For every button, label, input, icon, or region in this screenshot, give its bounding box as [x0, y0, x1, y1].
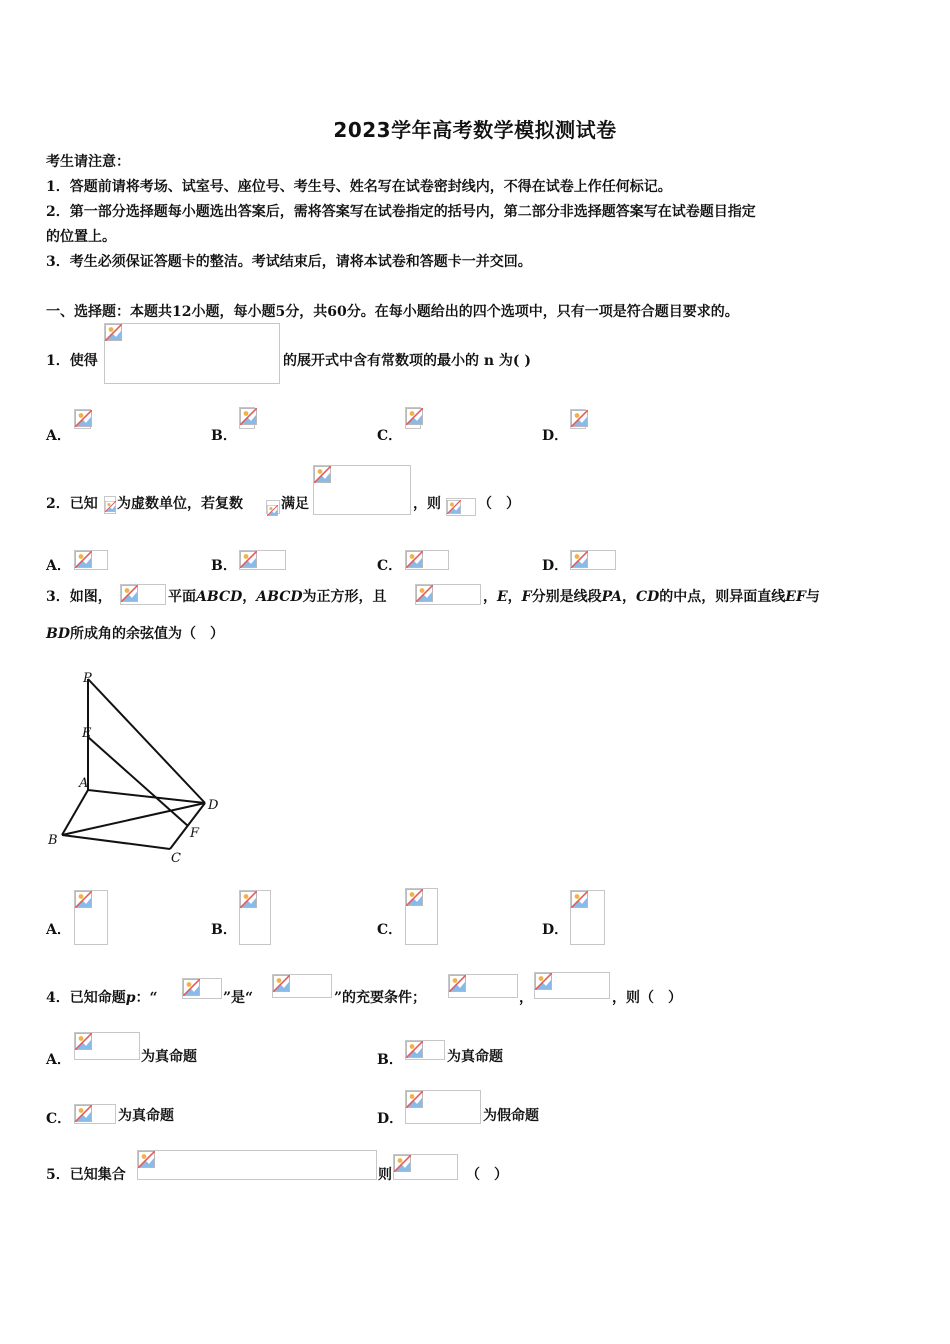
q2-condition-image — [313, 465, 411, 515]
broken-image-icon — [240, 408, 257, 425]
q4-p: p — [125, 990, 136, 1006]
label-e: E — [82, 726, 92, 741]
broken-image-icon — [273, 975, 290, 992]
broken-image-icon — [416, 585, 433, 602]
notice-item-2-cont: 的位置上。 — [46, 229, 116, 245]
q3-e: E — [497, 589, 508, 605]
q5-text-3: （ ） — [466, 1167, 508, 1183]
broken-image-icon — [394, 1155, 411, 1172]
q3-cd: CD — [636, 589, 660, 605]
broken-image-icon — [267, 501, 278, 512]
broken-image-icon — [406, 889, 423, 906]
q2-option-c-label: C． — [377, 558, 403, 574]
q4-text-6: ，则（ ） — [612, 990, 682, 1006]
q3-comma-2: ， — [507, 589, 522, 605]
q1-option-a-label: A． — [46, 428, 71, 444]
q4-option-b-text: 为真命题 — [447, 1049, 503, 1065]
q4-option-a-image — [74, 1032, 140, 1060]
q3-pa-perp-image — [120, 584, 166, 605]
q4-cond-2-image — [272, 974, 332, 998]
q3-text-8: 所成角的余弦值为（ ） — [69, 626, 224, 642]
q2-var-z-image — [266, 500, 280, 514]
q3-text-line-3 — [46, 624, 224, 644]
q1-option-d-label: D． — [542, 428, 569, 444]
section-heading: 一、选择题：本题共12小题，每小题5分，共60分。在每小题给出的四个选项中，只有一项是符合题目要求的。 — [46, 304, 739, 320]
q3-ef: EF — [785, 589, 806, 605]
q3-f: F — [521, 589, 532, 605]
q3-option-b-image — [239, 890, 271, 945]
broken-image-icon — [314, 466, 331, 483]
q3-text-7: 与 — [805, 589, 820, 605]
q3-text-line-2 — [483, 587, 820, 607]
q2-option-b-image — [239, 550, 286, 570]
broken-image-icon — [121, 585, 138, 602]
edge-ad — [88, 790, 205, 803]
q4-text-1: 4．已知命题 — [46, 990, 126, 1006]
broken-image-icon — [105, 497, 116, 508]
q2-text-1: 2．已知 — [46, 496, 98, 512]
q1-prefix: 1．使得 — [46, 353, 98, 369]
notice-item-1: 1．答题前请将考场、试室号、座位号、考生号、姓名写在试卷密封线内，不得在试卷上作任何标记。 — [46, 179, 672, 195]
broken-image-icon — [75, 1105, 92, 1122]
q3-comma: ， — [242, 589, 257, 605]
label-f: F — [190, 826, 200, 841]
broken-image-icon — [183, 979, 200, 996]
q3-text-6: 的中点，则异面直线 — [659, 589, 786, 605]
q3-comma-3: ， — [622, 589, 636, 605]
q2-option-c-image — [405, 550, 449, 570]
q4-option-d-text: 为假命题 — [483, 1108, 539, 1124]
broken-image-icon — [571, 551, 588, 568]
notice-item-3: 3．考生必须保证答题卡的整洁。考试结束后，请将本试卷和答题卡一并交回。 — [46, 254, 532, 270]
q4-prop-r-image — [534, 972, 610, 999]
broken-image-icon — [75, 410, 92, 427]
broken-image-icon — [105, 324, 122, 341]
q3-text-4: ， — [483, 589, 497, 605]
q1-option-b-label: B． — [211, 428, 237, 444]
q1-suffix: 的展开式中含有常数项的最小的 n 为( ) — [283, 353, 532, 369]
broken-image-icon — [75, 1033, 92, 1050]
q4-text-4: ”的充要条件； — [334, 990, 427, 1006]
label-a: A — [79, 776, 89, 791]
q1-option-b-image — [239, 407, 255, 429]
broken-image-icon — [571, 410, 588, 427]
q4-option-a-text: 为真命题 — [141, 1049, 197, 1065]
q4-option-d-label: D． — [377, 1111, 404, 1127]
broken-image-icon — [240, 891, 257, 908]
q1-option-c-image — [405, 407, 421, 429]
q1-option-a-image — [74, 409, 91, 429]
pyramid-figure — [40, 665, 240, 880]
q2-option-d-image — [570, 550, 616, 570]
q2-var-i-image — [104, 496, 116, 514]
q3-option-c-label: C． — [377, 922, 403, 938]
q2-text-4: ，则 — [413, 496, 441, 512]
q3-bd: BD — [46, 626, 70, 642]
q3-option-c-image — [405, 888, 438, 945]
q5-text-2: 则 — [378, 1167, 392, 1183]
broken-image-icon — [138, 1151, 155, 1168]
notice-heading: 考生请注意： — [46, 154, 130, 170]
label-p: P — [83, 671, 92, 686]
edge-ef — [88, 737, 188, 826]
q1-option-c-label: C． — [377, 428, 403, 444]
q3-text-line — [168, 587, 387, 607]
q4-cond-1-image — [182, 978, 222, 999]
q4-prop-q-image — [448, 974, 518, 998]
q3-length-image — [415, 584, 481, 605]
broken-image-icon — [535, 973, 552, 990]
q3-option-a-label: A． — [46, 922, 71, 938]
q4-option-b-label: B． — [377, 1052, 403, 1068]
q3-option-a-image — [74, 890, 108, 945]
q2-option-b-label: B． — [211, 558, 237, 574]
q3-option-d-label: D． — [542, 922, 569, 938]
q3-text-2: 平面 — [168, 589, 196, 605]
broken-image-icon — [449, 975, 466, 992]
q2-option-a-image — [74, 550, 108, 570]
label-d: D — [208, 798, 219, 813]
q4-option-c-text: 为真命题 — [118, 1108, 174, 1124]
broken-image-icon — [571, 891, 588, 908]
q2-target-image — [446, 498, 476, 516]
q2-text-3: 满足 — [281, 496, 309, 512]
page-title: 2023学年高考数学模拟测试卷 — [333, 118, 617, 142]
q5-target-image — [393, 1154, 458, 1180]
label-b: B — [48, 833, 58, 848]
q2-option-d-label: D． — [542, 558, 569, 574]
q4-option-c-image — [74, 1104, 116, 1124]
broken-image-icon — [75, 891, 92, 908]
edge-ab — [62, 790, 88, 835]
q3-abcd: ABCD — [196, 589, 243, 605]
q4-text-2: ：“ — [135, 990, 158, 1006]
label-c: C — [171, 851, 181, 866]
broken-image-icon — [406, 551, 423, 568]
q4-option-d-image — [405, 1090, 481, 1124]
notice-item-2: 2．第一部分选择题每小题选出答案后，需将答案写在试卷指定的括号内，第二部分非选择题答案写在试卷题目指定 — [46, 204, 756, 220]
q4-text-3: ”是“ — [223, 990, 254, 1006]
broken-image-icon — [406, 1091, 423, 1108]
q3-text-1: 3．如图， — [46, 589, 112, 605]
q2-option-a-label: A． — [46, 558, 71, 574]
q3-option-b-label: B． — [211, 922, 237, 938]
q3-option-d-image — [570, 890, 605, 945]
q2-text-5: （ ） — [478, 496, 520, 512]
q2-text-2: 为虚数单位，若复数 — [117, 496, 243, 512]
q3-text-5: 分别是线段 — [531, 589, 602, 605]
q5-text-1: 5．已知集合 — [46, 1167, 126, 1183]
q4-option-b-image — [405, 1040, 445, 1060]
q4-option-a-label: A． — [46, 1052, 71, 1068]
broken-image-icon — [75, 551, 92, 568]
broken-image-icon — [406, 1041, 423, 1058]
broken-image-icon — [447, 499, 461, 513]
q3-text-3: 为正方形，且 — [302, 589, 387, 605]
edge-pd — [88, 679, 205, 803]
q1-option-d-image — [570, 409, 586, 429]
q5-set-image — [137, 1150, 377, 1180]
broken-image-icon — [406, 408, 423, 425]
q1-formula-image — [104, 323, 280, 384]
q4-text-line — [46, 988, 158, 1008]
broken-image-icon — [240, 551, 257, 568]
q4-text-5: ， — [519, 990, 533, 1006]
edge-bc — [62, 835, 170, 849]
q3-pa: PA — [601, 589, 622, 605]
q4-option-c-label: C． — [46, 1111, 72, 1127]
q3-abcd-2: ABCD — [256, 589, 303, 605]
